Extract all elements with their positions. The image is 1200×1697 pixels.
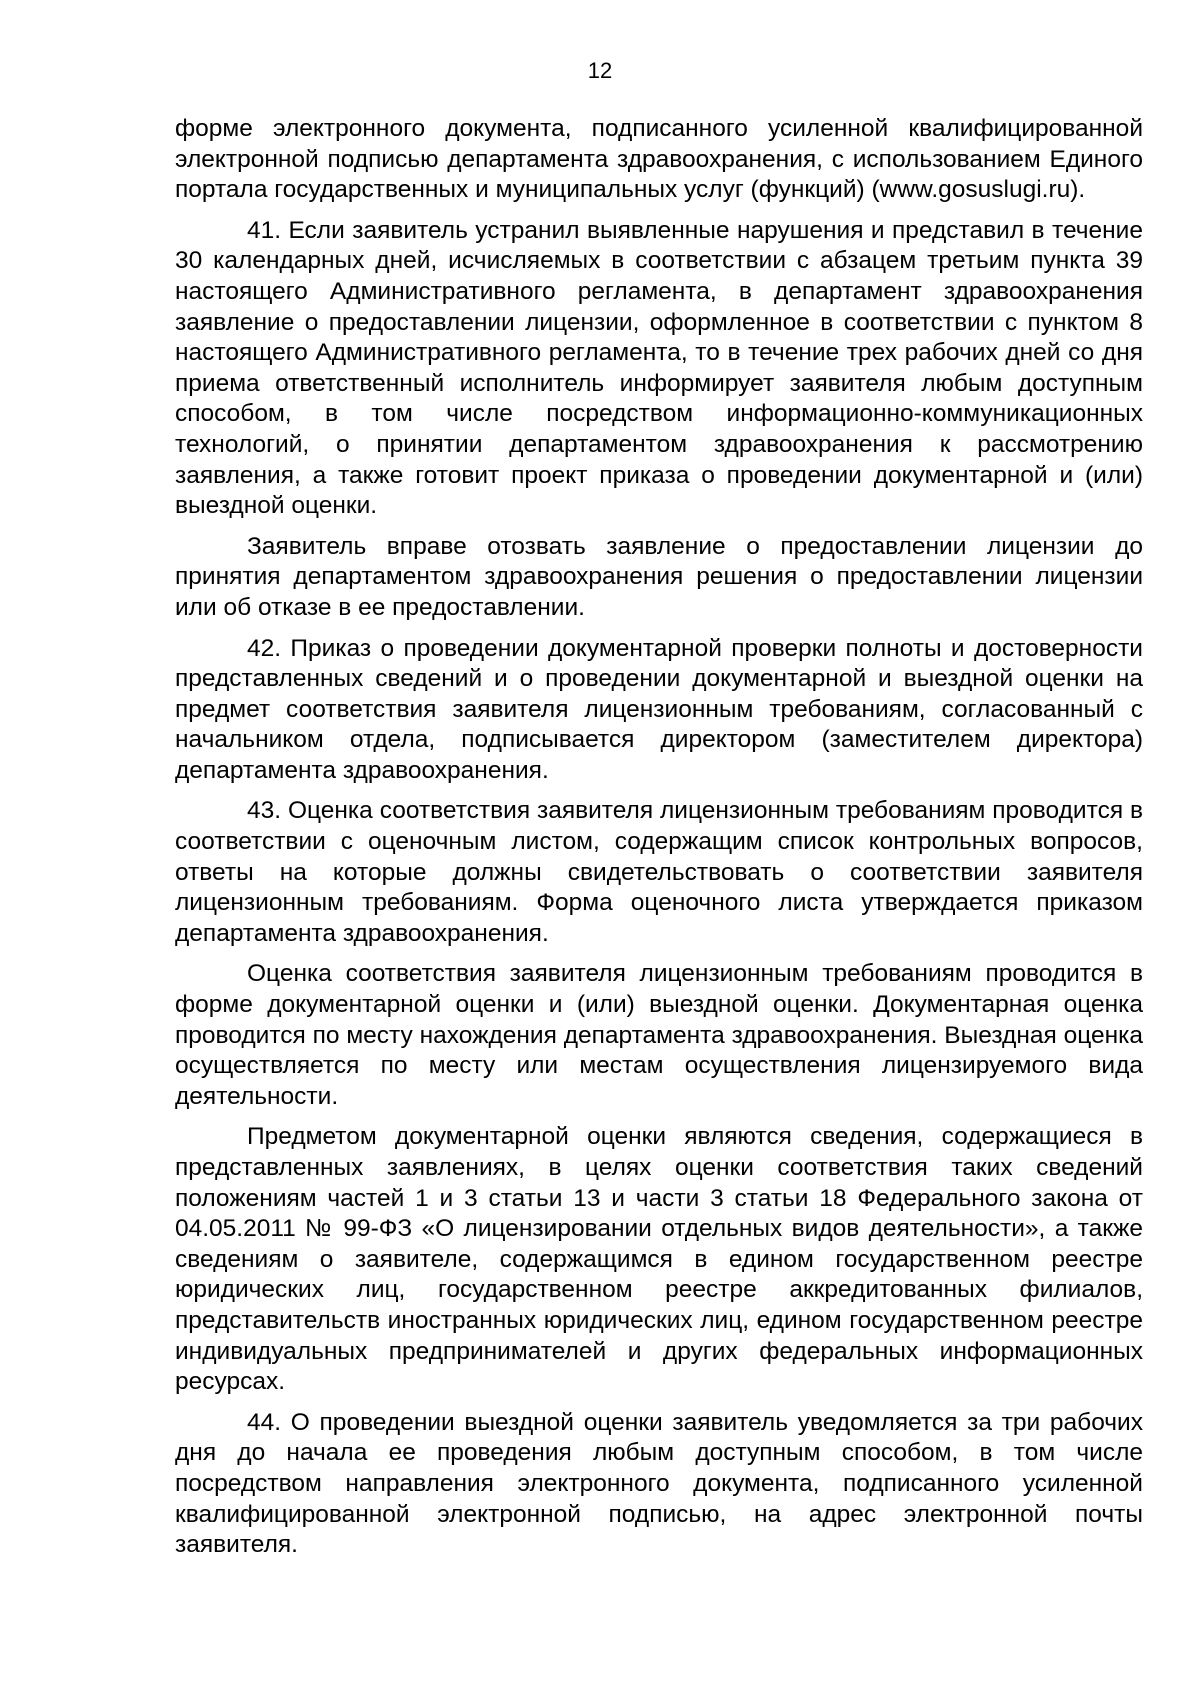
paragraph-item-41: 41. Если заявитель устранил выявленные нарушения и представил в течение 30 календарных дней, исчисляемых в соответствии с абзацем третьим пункта 39 настоящего Административного регламента, в департамент здравоохранения заявление о предоставлении лицензии, оформленное в соответствии с пунктом 8 настоящего Административного регламента, то в течение трех рабочих дней со дня приема ответственный исполнитель информирует заявителя любым доступным способом, в том числе посредством информационно-коммуникационных технологий, о принятии департаментом здравоохранения к рассмотрению заявления, а также готовит проект приказа о проведении документарной и (или) выездной оценки.: [175, 216, 1143, 520]
paragraph-item-43: 43. Оценка соответствия заявителя лицензионным требованиям проводится в соответствии с оценочным листом, содержащим список контрольных вопросов, ответы на которые должны свидетельствовать о соответствии заявителя лицензионным требованиям. Форма оценочного листа утверждается приказом департамента здравоохранения.: [175, 797, 1143, 947]
document-body: [175, 114, 1143, 1571]
paragraph-withdrawal: Заявитель вправе отозвать заявление о предоставлении лицензии до принятия департаментом здравоохранения решения о предоставлении лицензии или об отказе в ее предоставлении.: [175, 532, 1143, 621]
page-number: 12: [587, 58, 613, 83]
paragraph-item-42: 42. Приказ о проведении документарной проверки полноты и достоверности представленных сведений и о проведении документарной и выездной оценки на предмет соответствия заявителя лицензионным требованиям, согласованный с начальником отдела, подписывается директором (заместителем директора) департамента здравоохранения.: [175, 634, 1143, 784]
paragraph-item-44: 44. О проведении выездной оценки заявитель уведомляется за три рабочих дня до начала ее проведения любым доступным способом, в том числе посредством направления электронного документа, подписанного усиленной квалифицированной электронной подписью, на адрес электронной почты заявителя.: [175, 1408, 1143, 1559]
paragraph-continuation: форме электронного документа, подписанного усиленной квалифицированной электронной подписью департамента здравоохранения, с использованием Единого портала государственных и муниципальных услуг (функций) (www.gosuslugi.ru).: [175, 115, 1143, 204]
paragraph-documentary-subject: Предметом документарной оценки являются сведения, содержащиеся в представленных заявлениях, в целях оценки соответствия таких сведений положениям частей 1 и 3 статьи 13 и части 3 статьи 18 Федерального закона от 04.05.2011 № 99-ФЗ «О лицензировании отдельных видов деятельности», а также сведениям о заявителе, содержащимся в едином государственном реестре юридических лиц, государственном реестре аккредитованных филиалов, представительств иностранных юридических лиц, едином государственном реестре индивидуальных предпринимателей и других федеральных информационных ресурсах.: [175, 1123, 1143, 1396]
paragraph-assessment-form: Оценка соответствия заявителя лицензионным требованиям проводится в форме документарной оценки и (или) выездной оценки. Документарная оценка проводится по месту нахождения департамента здравоохранения. Выездная оценка осуществляется по месту или местам осуществления лицензируемого вида деятельности.: [175, 960, 1143, 1110]
